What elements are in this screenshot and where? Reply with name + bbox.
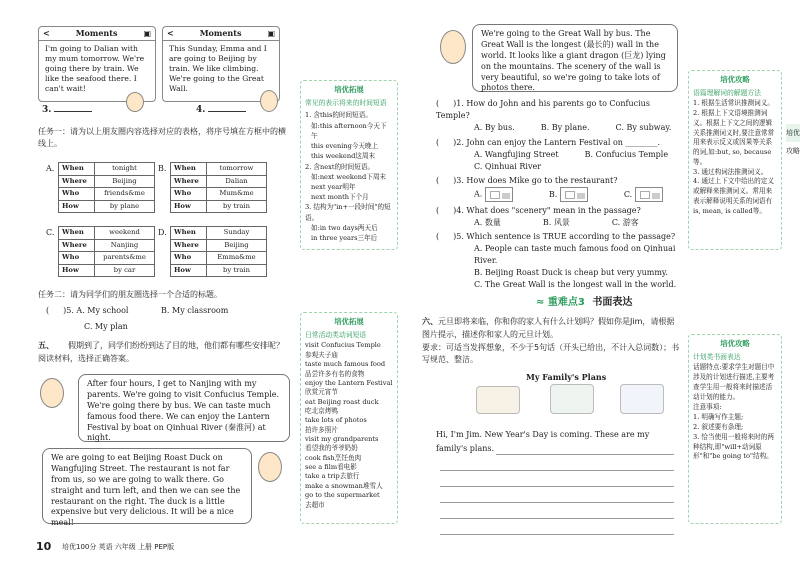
q4-options: A. 数量 B. 风景 C. 游客 bbox=[474, 218, 639, 227]
option-table: When tonight Where Beijing Who friends&me How by plane bbox=[58, 162, 155, 213]
option-table: When Sunday Where Beijing Who Emma&me How by train bbox=[170, 226, 267, 277]
moments-card-2 bbox=[162, 26, 280, 102]
footer-text: 培优100分 英语 六年级 上册 PEP版 bbox=[62, 543, 175, 551]
writing-line[interactable] bbox=[440, 534, 674, 535]
question-4: ( )4. What does "scenery" mean in the passage? bbox=[436, 206, 641, 215]
task1-instruction: 任务一：请为以上朋友圈内容选择对应的表格，将序号填在方框中的横线上。 bbox=[38, 127, 286, 149]
moments-header: < Moments ▣ bbox=[163, 27, 279, 41]
writing-line[interactable] bbox=[496, 454, 674, 455]
boy-avatar bbox=[40, 378, 64, 408]
q5-option-c: C. My plan bbox=[84, 322, 128, 331]
page-tab: 培优攻略 bbox=[786, 124, 800, 142]
questions: ( )1. How do John and his parents go to Confucius Temple? A. By bus. B. By plane. C. By subway. ( )2. John can enjoy the Lantern Festival on ________. A. Wangfujing Street B. Confucius Temple C. Qinhuai River ( )3. How does Mike go to the restaurant? A. B. C. ( )4. What does "scenery" mean in the passage? A. 数量 B. 风景 C. 游客 ( )5. Which sentence is TRUE according to the passage? A. People can taste much famous food on Qinhuai River. B. Beijing Roast Duck is cheap but very yummy. C. The Great Wall is the longest wall in the world. bbox=[436, 98, 686, 291]
picture-tv bbox=[476, 386, 520, 414]
moments-text: I'm going to Dalian with my mum tomorrow. We're going there by train. We like the seafood there. I can't wait! bbox=[45, 44, 145, 94]
side-list: 话题特点:要求学生对题目中涉及的计划进行描述,主要考查学生用一般将来时描述活动计划的能力。 注意事项: 1. 明确写作主题; 2. 叙述要有条理; 3. 恰当使用一般将来时的两种结构,即"will+动词原形"和"be going to"结构。 bbox=[693, 363, 775, 461]
sidebox-plan-writing: 培优攻略 计划类书面表达 话题特点:要求学生对题目中涉及的计划进行描述,主要考查学生用一般将来时描述活动计划的能力。 注意事项: 1. 明确写作主题; 2. 叙述要有条理; 3. 恰当使用一般将来时的两种结构,即"will+动词原形"和"be going to"结构。 bbox=[688, 334, 782, 524]
table-C: C. When weekend Where Nanjing Who parents&me How by car bbox=[46, 226, 155, 277]
moments-card-1 bbox=[38, 26, 156, 102]
girl-avatar bbox=[260, 90, 278, 112]
side-list: 1. 含this的时间短语。 如:this afternoon今天下午 this evening今天晚上 this weekend这周末 2. 含next的时间短语。 如:next weekend下周末 next year明年 next month下个月 3. 结构为"in+一段时间"的短语。 如:in two days两天后 in three years三年后 bbox=[305, 111, 391, 243]
q2-options: A. Wangfujing Street B. Confucius Temple bbox=[474, 150, 669, 159]
passage-2: We are going to eat Beijing Roast Duck on Wangfujing Street. The restaurant is not far from us, so we are going to walk there. Go straight and turn left, and then we can see the restaurant on the right. The duck is a little expensive but very delicious. It will be a nice meal! bbox=[42, 448, 252, 524]
table-B: B. When tomorrow Where Dalian Who Mum&me How by train bbox=[158, 162, 267, 213]
passage-1: After four hours, I get to Nanjing with my parents. We're going to visit Confucius Temple. We're going there by bus. We can taste much famous food there. We can enjoy the Lantern Festival by boat on Qinhuai River (秦淮河) at night. bbox=[78, 374, 290, 442]
boy-avatar bbox=[258, 452, 282, 482]
writing-line[interactable] bbox=[440, 518, 674, 519]
writing-line[interactable] bbox=[440, 470, 674, 471]
question-5b: ( )5. Which sentence is TRUE according to the passage? bbox=[436, 232, 676, 241]
girl-avatar bbox=[126, 92, 144, 112]
back-icon: < bbox=[43, 28, 50, 39]
map-icon-c bbox=[635, 187, 663, 202]
option-table: When weekend Where Nanjing Who parents&me How by car bbox=[58, 226, 155, 277]
sidebox-future-phrases: 培优拓展 常见的表示将来的时间短语 1. 含this的时间短语。 如:this afternoon今天下午 this evening今天晚上 this weekend这周末 2. 含next的时间短语。 如:next weekend下周末 next year明年 next month下个月 3. 结构为"in+一段时间"的短语。 如:in two days两天后 in three years三年后 bbox=[300, 80, 398, 250]
question-3: ( )3. How does Mike go to the restaurant? bbox=[436, 176, 618, 185]
picture-football bbox=[620, 384, 664, 414]
option-table: When tomorrow Where Dalian Who Mum&me How by train bbox=[170, 162, 267, 213]
girl-avatar bbox=[440, 30, 466, 64]
back-icon: < bbox=[167, 28, 174, 39]
side-list: 1. 根据生活常识推测词义。 2. 根据上下文语境推测词义。根据上下文之间的逻辑关系推测词义时,要注意常常用来表示反义或因果等关系的词,如:but, so, because等。 3. 通过构词法推测词义。 4. 通过上下文中给出的定义或解释来推测词义。常用来表示解释说明关系的词语有is, mean, is called等。 bbox=[693, 99, 775, 215]
side-list: visit Confucius Temple 参观夫子庙 taste much famous food 品尝许多有名的食物 enjoy the Lantern Festival 欣赏元宵节 eat Beijing roast duck 吃北京烤鸭 take lots of photos 拍许多照片 visit my grandparents 看望我的爷爷奶奶 cook fish烹饪鱼肉 see a film看电影 take a trip去旅行 make a snowman堆雪人 go to the supermarket 去超市 bbox=[305, 341, 393, 509]
section-6-instruction: 六、元旦即将来临，你和你的家人有什么计划吗？假如你是Jim，请根据图片提示，描述你和家人的元旦计划。 要求：可适当发挥想象，不少于5句话（开头已给出，不计入总词数）；书写规范、整洁。 bbox=[422, 317, 680, 365]
moments-header: < Moments ▣ bbox=[39, 27, 155, 41]
picture-reading bbox=[550, 384, 594, 414]
camera-icon: ▣ bbox=[143, 28, 151, 39]
answer-3: 3. bbox=[42, 104, 92, 117]
map-icon-a bbox=[485, 187, 513, 202]
q1-options: A. By bus. B. By plane. C. By subway. bbox=[474, 123, 672, 132]
question-1: ( )1. How do John and his parents go to Confucius Temple? bbox=[436, 99, 650, 120]
moments-text: This Sunday, Emma and I are going to Beijing by train. We like climbing. We're going to the Great Wall. bbox=[169, 44, 267, 94]
q3-options: A. B. C. bbox=[436, 187, 686, 202]
passage-3: We're going to the Great Wall by bus. The Great Wall is the longest (最长的) wall in the world. It looks like a giant dragon (巨龙) lying on the mountains. The scenery of the wall is very beautiful, so we're going to take lots of photos there. bbox=[472, 24, 678, 92]
question-2: ( )2. John can enjoy the Lantern Festival on ________. bbox=[436, 138, 661, 147]
page-number: 10 bbox=[36, 540, 52, 553]
essay-title: My Family's Plans bbox=[526, 372, 607, 382]
writing-line[interactable] bbox=[440, 502, 674, 503]
writing-line[interactable] bbox=[440, 486, 674, 487]
table-D: D. When Sunday Where Beijing Who Emma&me How by train bbox=[158, 226, 267, 277]
sidebox-activity-phrases: 培优拓展 日常活动类动词短语 visit Confucius Temple 参观夫子庙 taste much famous food 品尝许多有名的食物 enjoy the Lantern Festival 欣赏元宵节 eat Beijing roast duck 吃北京烤鸭 take lots of photos 拍许多照片 visit my grandparents 看望我的爷爷奶奶 cook fish烹饪鱼肉 see a film看电影 take a trip去旅行 make a snowman堆雪人 go to the supermarket 去超市 bbox=[300, 312, 398, 524]
sidebox-word-meaning: 培优攻略 语篇理解词的解题方法 1. 根据生活常识推测词义。 2. 根据上下文语境推测词义。根据上下文之间的逻辑关系推测词义时,要注意常常用来表示反义或因果等关系的词,如:but, so, because等。 3. 通过构词法推测词义。 4. 通过上下文中给出的定义或解释来推测词义。常用来表示解释说明关系的词语有is, mean, is called等。 bbox=[688, 70, 782, 250]
table-A: A. When tonight Where Beijing Who friends&me How by plane bbox=[46, 162, 155, 213]
answer-4: 4. bbox=[196, 104, 246, 117]
task2-instruction: 任务二：请为同学们的朋友圈选择一个合适的标题。 bbox=[38, 290, 222, 299]
question-5: ( )5. A. My school B. My classroom bbox=[46, 306, 229, 315]
section-5-instruction: 五、 假期到了，同学们纷纷到达了目的地，他们都有哪些安排呢？阅读材料，选择正确答案。 bbox=[38, 341, 284, 363]
difficulty-header: ≈ 重难点3 书面表达 bbox=[536, 297, 633, 308]
essay-start: Hi, I'm Jim. New Year's Day is coming. These are my family's plans. bbox=[436, 430, 650, 453]
camera-icon: ▣ bbox=[267, 28, 275, 39]
map-icon-b bbox=[560, 187, 588, 202]
